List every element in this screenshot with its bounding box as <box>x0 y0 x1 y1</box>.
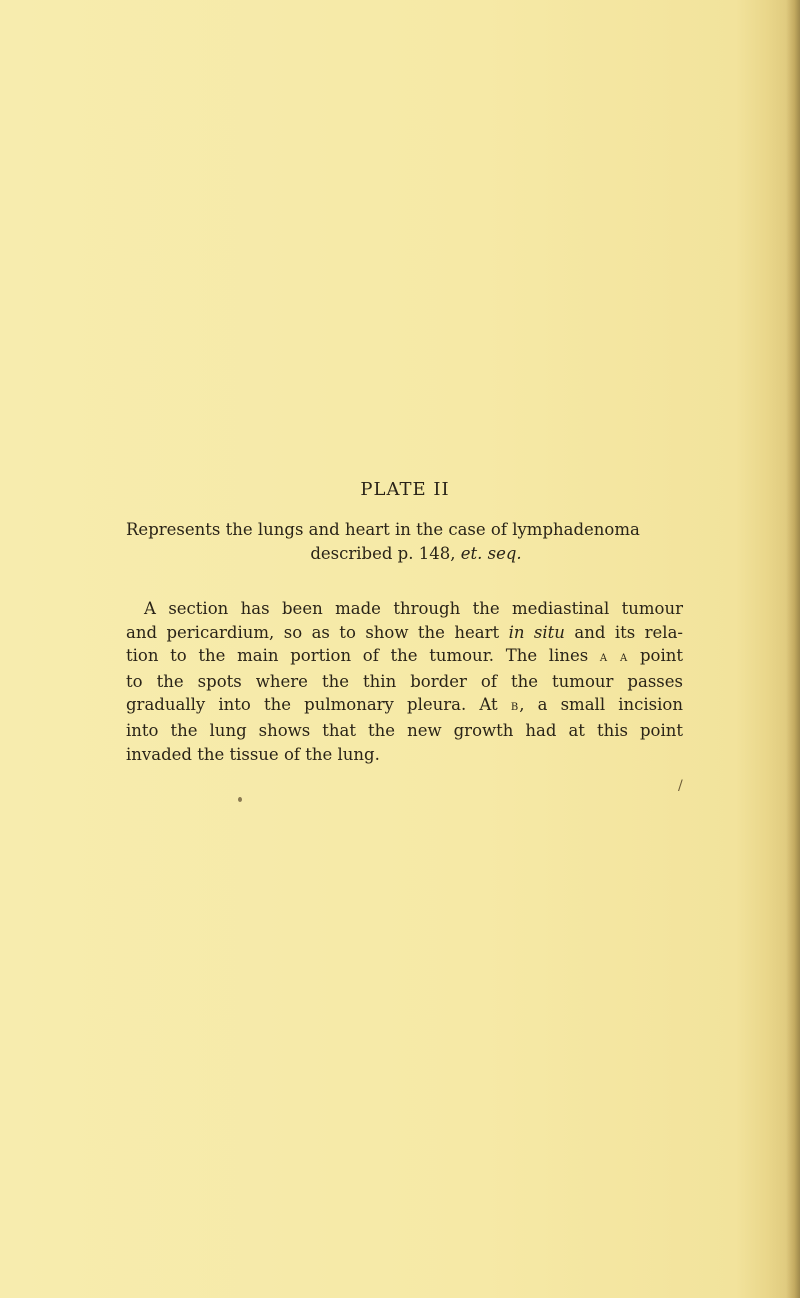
plate-caption <box>126 518 686 566</box>
body-line-2: and pericardium, so as to show the heart in situ and its rela- <box>126 622 683 642</box>
plate-description <box>126 597 683 766</box>
body-line-6: into the lung shows that the new growth had at this point <box>126 720 683 740</box>
caption-line-1: Represents the lungs and heart in the case of lymphadenoma <box>126 520 640 539</box>
body-line-3: tion to the main portion of the tumour. The lines a a point <box>126 646 683 666</box>
page-edge-shadow <box>786 0 800 1298</box>
body-line-4: to the spots where the thin border of the tumour passes <box>126 671 683 691</box>
body-line-7: invaded the tissue of the lung. <box>126 744 380 764</box>
caption-line-2: described p. 148, et. seq. <box>310 544 522 563</box>
plate-title: PLATE II <box>360 479 450 500</box>
stray-ink-dot <box>238 797 242 802</box>
body-line-5: gradually into the pulmonary pleura. At b, a small incision <box>126 695 683 715</box>
stray-pencil-mark: / <box>678 778 683 794</box>
body-line-1: A section has been made through the mediastinal tumour <box>144 599 683 618</box>
